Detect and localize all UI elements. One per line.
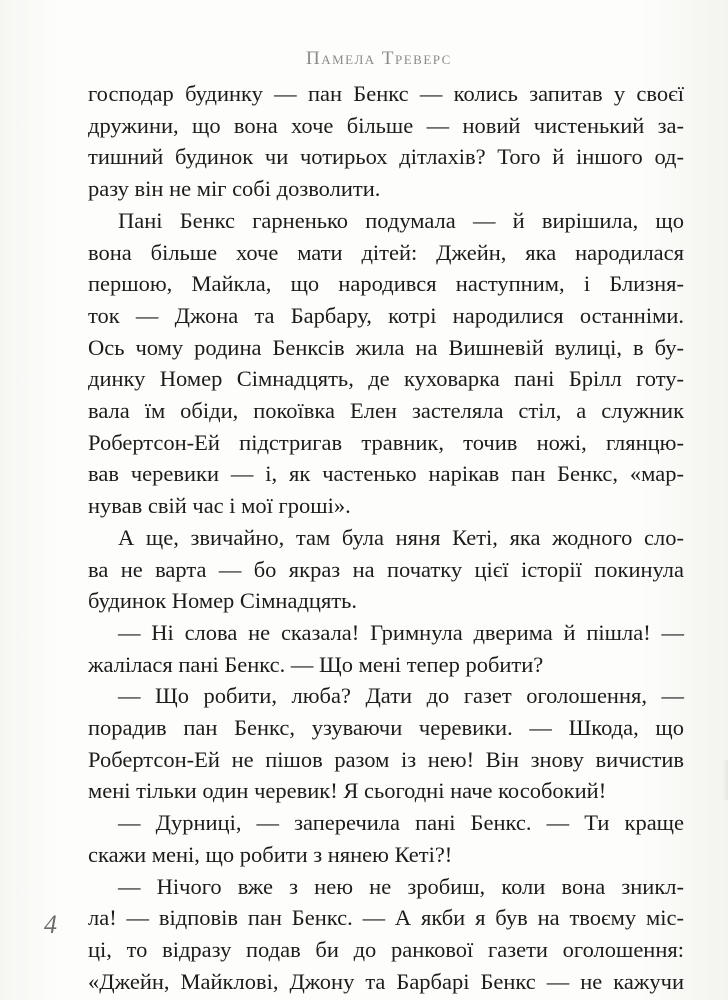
text-line: ток — Джона та Барбару, котрі народилися останніми. [88,302,684,328]
page-edge-shadow [722,760,728,800]
text-line: — Дурниці, — заперечила пані Бенкс. — Ти краще [118,810,684,836]
paragraph [88,78,684,205]
paragraph [88,522,684,617]
text-line: динку Номер Сімнадцять, де куховарка пані Брілл готу- [88,366,684,392]
paragraph [88,871,684,998]
paragraph [88,680,684,807]
text-line: «Джейн, Майклові, Джону та Барбарі Бенкс — не кажучи [88,968,684,994]
text-line: разу він не міг собі дозволити. [88,176,381,202]
text-line: Робертсон-Ей не пішов разом із нею! Він знову вичистив [88,746,684,772]
text-line: дружини, що вона хоче більше — новий чистенький за- [88,112,684,138]
text-line: Робертсон-Ей підстригав травник, точив ножі, глянцю- [88,429,684,455]
text-line: вав черевики — і, як частенько нарікав пан Бенкс, «мар- [88,461,684,487]
page-number: 4 [44,910,57,939]
text-line: — Нічого вже з нею не зробиш, коли вона зникл- [118,873,684,899]
text-line: Пані Бенкс гарненько подумала — й вирішила, що [118,207,684,233]
text-line: ва не варта — бо якраз на початку цієї історії покинула [88,556,684,582]
text-line: скажи мені, що робити з нянею Кеті?! [88,841,453,867]
text-line: — Ні слова не сказала! Гримнула дверима й пішла! — [118,619,684,645]
text-line: першою, Майкла, що народився наступним, і Близня- [88,271,684,297]
body-text [88,78,684,997]
paragraph [88,807,684,870]
text-line: порадив пан Бенкс, узуваючи черевики. — Шкода, що [88,715,684,741]
text-line: нував свій час і мої гроші». [88,493,351,519]
text-line: — Що робити, люба? Дати до газет оголошення, — [118,683,684,709]
text-line: мені тільки один черевик! Я сьогодні наче кособокий! [88,778,607,804]
text-line: А ще, звичайно, там була няня Кеті, яка жодного сло- [118,524,684,550]
text-line: Ось чому родина Бенксів жила на Вишневій вулиці, в бу- [88,334,684,360]
text-line: ла! — відповів пан Бенкс. — А якби я був на твоєму міс- [88,905,684,931]
text-line: будинок Номер Сімнадцять. [88,588,358,614]
text-line: ці, то відразу подав би до ранкової газети оголошення: [88,936,684,962]
text-line: вала їм обіди, покоївка Елен застеляла стіл, а служник [88,398,684,424]
text-line: господар будинку — пан Бенкс — колись запитав у своєї [88,81,684,106]
text-line: жалілася пані Бенкс. — Що мені тепер робити? [88,651,544,677]
text-line: тишний будинок чи чотирьох дітлахів? Того й іншого од- [88,144,684,170]
paragraph [88,205,684,522]
running-head-author: Памела Треверс [306,48,452,69]
paragraph [88,617,684,680]
text-line: вона більше хоче мати дітей: Джейн, яка народилася [88,239,684,265]
